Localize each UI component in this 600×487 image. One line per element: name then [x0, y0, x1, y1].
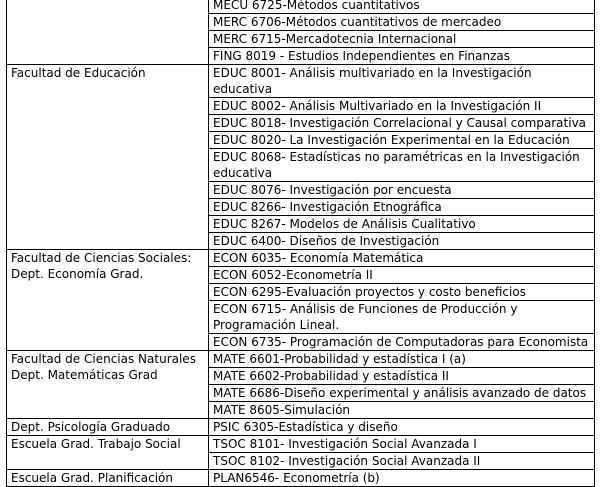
table-row	[7, 0, 595, 14]
department-cell	[7, 351, 209, 419]
course-cell	[209, 182, 595, 199]
table-row	[7, 65, 595, 98]
department-name: Dept. Economía Grad.	[11, 267, 144, 281]
department-name: Facultad de Ciencias Naturales	[11, 352, 196, 366]
department-name: Facultad de Ciencias Sociales:	[11, 251, 192, 265]
department-cell	[7, 65, 209, 250]
course-name: ECON 6295-Evaluación proyectos y costo beneficios	[213, 285, 526, 299]
course-name: MATE 6602-Probabilidad y estadística II	[213, 369, 449, 383]
course-name: PLAN6546- Econometría (b)	[213, 471, 380, 485]
course-cell	[209, 115, 595, 132]
table-row	[7, 470, 595, 487]
course-cell	[209, 98, 595, 115]
course-cell	[209, 351, 595, 368]
department-name: Dept. Matemáticas Grad	[11, 368, 158, 382]
course-cell	[209, 48, 595, 65]
course-name: ECON 6052-Econometría II	[213, 268, 373, 282]
department-cell	[7, 0, 209, 65]
department-cell	[7, 419, 209, 436]
course-name: MERC 6715-Mercadotecnia Internacional	[213, 32, 457, 46]
course-name: EDUC 8020- La Investigación Experimental en la Educación	[213, 133, 570, 147]
course-cell	[209, 385, 595, 402]
course-cell	[209, 216, 595, 233]
department-name: Escuela Grad. Planificación	[11, 471, 174, 485]
course-name: TSOC 8101- Investigación Social Avanzada I	[213, 437, 477, 451]
course-cell	[209, 301, 595, 334]
course-name: EDUC 8266- Investigación Etnográfica	[213, 200, 442, 214]
table-row	[7, 351, 595, 368]
department-cell	[7, 436, 209, 470]
course-name: MECU 6725-Métodos cuantitativos	[213, 0, 420, 12]
course-cell	[209, 284, 595, 301]
course-cell	[209, 419, 595, 436]
course-name: FING 8019 - Estudios Independientes en Finanzas	[213, 49, 511, 63]
course-cell	[209, 402, 595, 419]
table-row	[7, 436, 595, 453]
course-name: EDUC 8002- Análisis Multivariado en la Investigación II	[213, 99, 542, 113]
table-row	[7, 250, 595, 267]
department-name: Escuela Grad. Trabajo Social	[11, 437, 181, 451]
course-cell	[209, 470, 595, 487]
course-cell	[209, 334, 595, 351]
course-cell	[209, 31, 595, 48]
course-cell	[209, 65, 595, 98]
course-table-body	[7, 0, 595, 487]
department-name: Facultad de Educación	[11, 66, 146, 80]
course-cell	[209, 233, 595, 250]
course-name: PSIC 6305-Estadística y diseño	[213, 420, 398, 434]
course-name: ECON 6715- Análisis de Funciones de Producción y Programación Lineal.	[213, 302, 518, 332]
course-cell	[209, 436, 595, 453]
course-cell	[209, 149, 595, 182]
course-cell	[209, 453, 595, 470]
course-table	[6, 0, 595, 487]
course-cell	[209, 267, 595, 284]
course-name: EDUC 8018- Investigación Correlacional y Causal comparativa	[213, 116, 587, 130]
department-name: Dept. Psicología Graduado	[11, 420, 171, 434]
course-name: MATE 6601-Probabilidad y estadística I (a)	[213, 352, 466, 366]
course-name: MATE 8605-Simulación	[213, 403, 351, 417]
table-row	[7, 419, 595, 436]
course-name: EDUC 8267- Modelos de Análisis Cualitativo	[213, 217, 476, 231]
course-name: EDUC 8001- Análisis multivariado en la Investigación educativa	[213, 66, 532, 96]
course-name: ECON 6035- Economía Matemática	[213, 251, 424, 265]
course-cell	[209, 199, 595, 216]
course-cell	[209, 132, 595, 149]
course-name: EDUC 8068- Estadísticas no paramétricas en la Investigación educativa	[213, 150, 580, 180]
course-name: ECON 6735- Programación de Computadoras para Economista	[213, 335, 589, 349]
course-name: TSOC 8102- Investigación Social Avanzada II	[213, 454, 481, 468]
course-cell	[209, 14, 595, 31]
course-name: EDUC 6400- Diseños de Investigación	[213, 234, 440, 248]
course-name: MATE 6686-Diseño experimental y análisis avanzado de datos	[213, 386, 587, 400]
course-cell	[209, 250, 595, 267]
department-cell	[7, 250, 209, 351]
course-name: MERC 6706-Métodos cuantitativos de mercadeo	[213, 15, 502, 29]
course-cell	[209, 0, 595, 14]
course-name: EDUC 8076- Investigación por encuesta	[213, 183, 452, 197]
department-cell	[7, 470, 209, 487]
course-cell	[209, 368, 595, 385]
